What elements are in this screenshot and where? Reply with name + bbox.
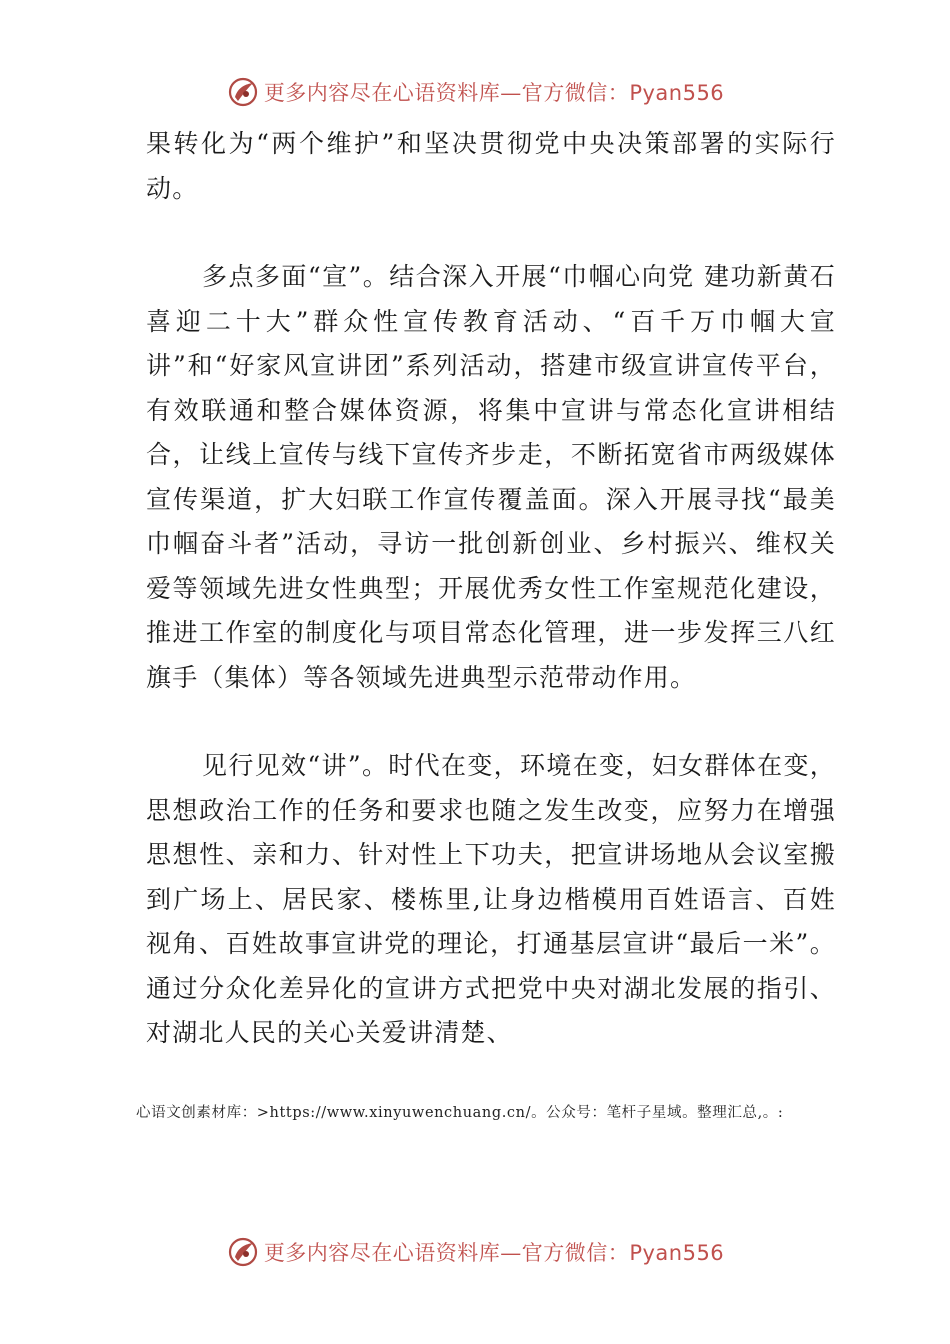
- source-footnote: 心语文创素材库：>https://www.xinyuwenchuang.cn/。公众号：笔杆子星域。整理汇总,。:: [136, 1105, 784, 1121]
- paragraph-continued: 果转化为“两个维护”和坚决贯彻党中央决策部署的实际行动。: [146, 129, 836, 203]
- logo-icon: [226, 75, 260, 109]
- banner-text: 更多内容尽在心语资料库—官方微信：Pyan556: [263, 81, 725, 105]
- logo-icon: [226, 1235, 260, 1269]
- banner-text: 更多内容尽在心语资料库—官方微信：Pyan556: [263, 1241, 725, 1265]
- paragraph-speak: 见行见效“讲”。时代在变，环境在变，妇女群体在变，思想政治工作的任务和要求也随之发生改变，应努力在增强思想性、亲和力、针对性上下功夫，把宣讲场地从会议室搬到广场上、居民家、楼栋里,让身边楷模用百姓语言、百姓视角、百姓故事宣讲党的理论，打通基层宣讲“最后一米”。通过分众化差异化的宣讲方式把党中央对湖北发展的指引、对湖北人民的关心关爱讲清楚、: [146, 751, 836, 1047]
- header-banner: [0, 72, 950, 112]
- document-body: [146, 122, 836, 1056]
- footer-banner: [0, 1232, 950, 1272]
- paragraph-publicize: 多点多面“宣”。结合深入开展“巾帼心向党 建功新黄石 喜迎二十大”群众性宣传教育活动、“百千万巾帼大宣讲”和“好家风宣讲团”系列活动，搭建市级宣讲宣传平台，有效联通和整合媒体资源，将集中宣讲与常态化宣讲相结合，让线上宣传与线下宣传齐步走，不断拓宽省市两级媒体宣传渠道，扩大妇联工作宣传覆盖面。深入开展寻找“最美巾帼奋斗者”活动，寻访一批创新创业、乡村振兴、维权关爱等领域先进女性典型；开展优秀女性工作室规范化建设，推进工作室的制度化与项目常态化管理，进一步发挥三八红旗手（集体）等各领域先进典型示范带动作用。: [146, 262, 836, 692]
